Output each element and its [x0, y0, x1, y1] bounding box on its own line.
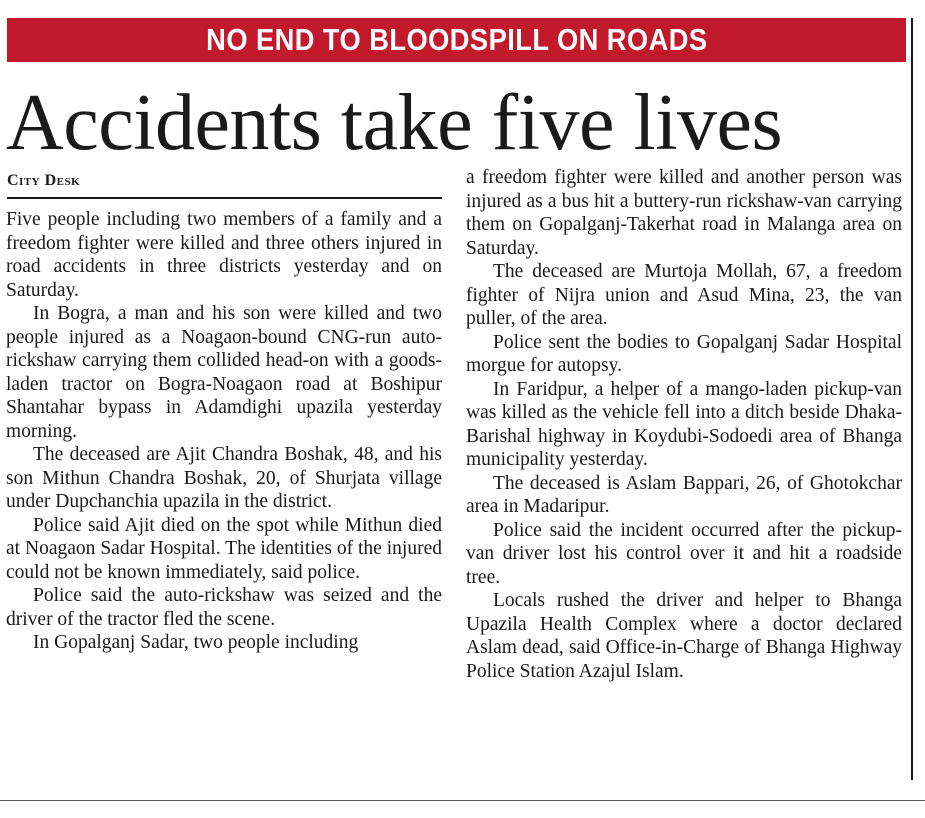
article-paragraph: Police said the incident occurred after the pickup-van driver lost his control over it and hit a roadside tree.: [466, 519, 902, 588]
headline: Accidents take five lives: [6, 79, 783, 167]
bottom-rule: [0, 800, 925, 801]
article-paragraph: The deceased is Aslam Bappari, 26, of Ghotokchar area in Madaripur.: [466, 472, 902, 517]
article-paragraph: Police sent the bodies to Gopalganj Sadar Hospital morgue for autopsy.: [466, 331, 902, 376]
article-column-right: [466, 166, 902, 683]
article-paragraph: The deceased are Murtoja Mollah, 67, a freedom fighter of Nijra union and Asud Mina, 23, the van puller, of the area.: [466, 261, 902, 329]
column-divider-rule: [911, 18, 913, 780]
article-paragraph: Five people including two members of a family and a freedom fighter were killed and three others injured in road accidents in three districts yesterday and on Saturday.: [6, 209, 442, 301]
article-paragraph: Police said the auto-rickshaw was seized and the driver of the tractor fled the scene.: [6, 585, 442, 630]
article-paragraph: The deceased are Ajit Chandra Boshak, 48, and his son Mithun Chandra Boshak, 20, of Shurjata village under Dupchanchia upazila in the district.: [6, 444, 442, 512]
article-paragraph: In Bogra, a man and his son were killed and two people injured as a Noagaon-bound CNG-run auto-rickshaw carrying them collided head-on with a goods-laden tractor on Bogra-Noagaon road at Boshipur Shantahar bypass in Adamdighi upazila yesterday morning.: [6, 303, 442, 442]
byline: City Desk: [7, 172, 81, 189]
kicker-text: NO END TO BLOODSPILL ON ROADS: [205, 22, 708, 57]
article-paragraph: In Gopalganj Sadar, two people including: [33, 632, 359, 653]
article-paragraph: Police said Ajit died on the spot while Mithun died at Noagaon Sadar Hospital. The identities of the injured could not be known immediately, said police.: [6, 514, 442, 583]
article-paragraph: a freedom fighter were killed and another person was injured as a bus hit a buttery-run rickshaw-van carrying them on Gopalganj-Takerhat road in Malanga area on Saturday.: [466, 167, 902, 259]
byline-rule: [7, 197, 442, 199]
article-paragraph: In Faridpur, a helper of a mango-laden pickup-van was killed as the vehicle fell into a ditch beside Dhaka-Barishal highway in Koydubi-Sodoedi area of Bhanga municipality yesterday.: [466, 378, 902, 470]
article-paragraph: Locals rushed the driver and helper to Bhanga Upazila Health Complex where a doctor declared Aslam dead, said Office-in-Charge of Bhanga Highway Police Station Azajul Islam.: [466, 590, 902, 682]
kicker-banner: [7, 18, 906, 62]
article-column-left: [6, 208, 442, 655]
